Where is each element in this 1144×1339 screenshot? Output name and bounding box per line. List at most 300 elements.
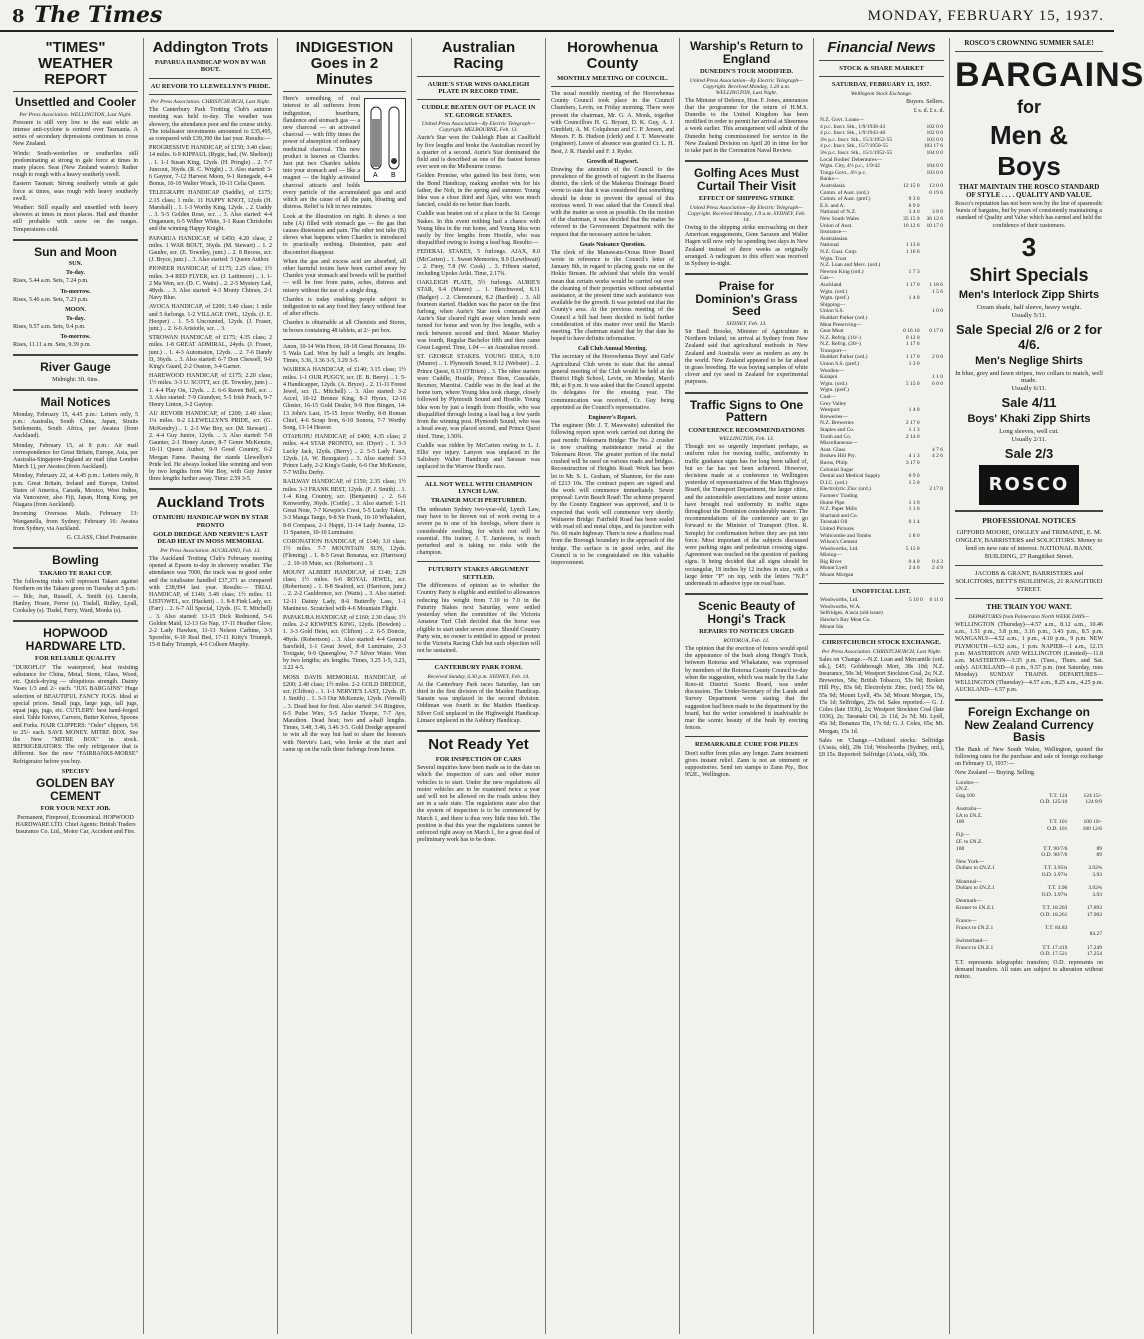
share-cell-name: Woollen— [820, 367, 844, 374]
fx-cell-b: O.D. 125/10 [1040, 799, 1068, 806]
share-cell-b: 10 12 6 [903, 222, 920, 229]
indigestion-body-2: Look at the illustration on right. It shows a test tube (A) filled with stomach gas — the gas that causes distension and pain. The other test tube (B) shows what happens when Chardex is introduced to practically nothing. Distention, pain and discomfort disappear. [283, 213, 406, 256]
share-cell-name: Mount Lyell [820, 565, 848, 572]
warship-sub: DUNEDIN'S TOUR MODIFIED. [699, 68, 794, 76]
share-cell-name: National [820, 242, 839, 249]
share-row [819, 447, 944, 454]
share-cell-s: 1 18 6 [929, 281, 943, 288]
bowling-sub: TAKARO TE RAKI CUP. [39, 569, 112, 577]
share-cell-b [900, 401, 920, 408]
fx-cell-s: 84.27 [1089, 931, 1102, 938]
fx-cell-b: T.T. 18.203 [1042, 904, 1068, 911]
indigestion-body-3: When the gas and excess acid are absorbed, all other harmful toxins have been carried away by Chardex your stomach and bowels will be purified — will be free from pains, aches, distress and misery without the use of a single drug. [283, 258, 406, 294]
share-cell-b: 4 1 3 [908, 453, 920, 460]
fx-header-1: New Zealand [955, 770, 988, 777]
share-row [819, 453, 944, 460]
fx-cell-s: 124 8/9 [1085, 799, 1102, 806]
piles-sub: REMARKABLE CURE FOR PILES [694, 741, 799, 749]
share-cell-name: N.Z. Paper Mills [820, 506, 857, 513]
fx-cell-s [1068, 898, 1103, 905]
hongi-track-sub: REPAIRS TO NOTICES URGED [699, 628, 794, 636]
futurity-sub: FUTURITY STAKES ARGUMENT SETTLED. [428, 566, 529, 581]
share-cell-name: Tonga Govt., 4½ p.c. [820, 169, 867, 176]
column-7 [814, 38, 950, 1334]
share-row [819, 519, 944, 526]
share-cell-s [921, 295, 944, 302]
share-cell-name: D.I.C. (ord.) [820, 479, 848, 486]
rosco-logo: ROSCO [979, 465, 1079, 505]
share-cell-s [921, 387, 944, 394]
share-cell-name: Local Bodies' Debentures— [820, 156, 883, 163]
weather-headline: Unsettled and Cooler [15, 95, 136, 110]
share-cell-b [900, 572, 920, 579]
weather-body-3: Eastern Tasman: Strong southerly winds at gale force at times, seas rough with heavy southerly swell. [13, 181, 138, 202]
share-cell-b: 5 15 0 [905, 380, 920, 387]
australian-racing-title: Australian Racing [441, 39, 516, 72]
share-cell-s: 4 7 6 [932, 446, 943, 453]
racing-body-6: ST. GEORGE STAKES. YOUNG IDEA, 9.10 (Munro) .. 1. Plymouth Sound, 9.12 (Webster) .. 2. Prince Quest, 8.13 (O'Brien) .. 3. The other starters were Cuddle, Hostile, Prince Bion, Cascadale, Rexmor, Marotist. Cuddle was in the lead at the home turn, where Young Idea took charge, closely followed by Plymouth Sound and Hostile. Young Idea won by just a length from Hostile, who was disqualified through losing a lead bag a few yards from the winning post. Plymouth Sound, who was a head away, was placed second, and Prince Quest third. Time, 1.50¾. [417, 354, 540, 440]
fx-cell-s: 3.93 [1092, 872, 1102, 878]
share-cell-b: 1 1 0 [908, 499, 920, 506]
share-row [819, 460, 944, 467]
cement-title: GOLDEN BAY CEMENT [36, 776, 115, 803]
rosco-that: THAT MAINTAIN THE ROSCO STANDARD OF STYLE . . . . QUALITY AND VALUE. [958, 183, 1100, 199]
share-cell-name: Banks— [820, 176, 840, 183]
share-row [819, 506, 944, 513]
share-row [819, 539, 944, 546]
stock-share-sub: STOCK & SHARE MARKET [839, 64, 924, 72]
racing-body-3: Cuddle was beaten out of a place in the St. George Stakes. In this event nothing had a chance with Young Idea in the run home, and Young Idea won easily by five lengths from Hostile, who was disqualified owing to losing a lead bag. Results:— [417, 211, 540, 247]
issue-date: MONDAY, FEBRUARY 15, 1937. [867, 8, 1104, 24]
share-cell-s [921, 361, 944, 368]
fx-cell-name: 100 [956, 845, 965, 852]
share-cell-s [921, 256, 944, 263]
share-row [819, 341, 944, 348]
share-row [819, 328, 944, 335]
share-row [819, 414, 944, 421]
share-cell-name: Grey Valley [820, 400, 847, 407]
share-cell-name: Insurance— [820, 229, 847, 236]
share-cell-b: 5 15 0 [905, 545, 920, 552]
share-cell-name: Electrolytic Zinc (ord.) [820, 486, 871, 493]
fx-row [955, 865, 1103, 872]
horowhenua-body-2: Drawing the attention of the Council to the prevalence of the growth of ragwort in the Ihaeroa district, the clerk of the Makerua Drainage Board wrote to state that it was considered that something should be done to prevent the spread of this noxious weed. It was asked that the Council deal with the matter as soon as possible. On the motion of the chairman, it was decided that the matter be referred to the Government Department with the request that the necessary action be taken. [551, 166, 674, 238]
share-row [819, 387, 944, 394]
share-row [819, 493, 944, 500]
share-row [819, 315, 944, 322]
share-cell-s [921, 519, 944, 526]
racing-body-1: Aurie's Star won the Oakleigh Plate at Caulfield by five lengths and broke the Australian record by a quarter of a second. Aurie's Star dominated the field and is described as one of the fastest horses ever seen on the Melbourne course. [417, 135, 540, 171]
share-cell-name: United Pictures [820, 525, 855, 532]
fx-cell-name: Montreal— [956, 878, 982, 885]
share-cell-b: 1 5 0 [908, 479, 920, 486]
share-cell-name: Breweries— [820, 413, 848, 420]
golfing-title: Golfing Aces Must Curtail Their Visit [694, 166, 799, 193]
hongi-track-body: The opinion that the erection of fences would spoil the appearance of the bush along Hongi's Track, between Rotorua and Whakatane, was expressed by members of the Rotorua County Council to-day when the suggestion, which was made by the Lake Roto-iti District Scenic Board, was under discussion. The Under-Secretary of the Lands and Survey Department wrote stating that the suggestion had been made to the department by the board, but the writer considered it inadvisable to mar the scenic beauty of the bush by erecting fences. [685, 645, 808, 732]
fx-cell-name: Australia— [956, 806, 982, 813]
page-number: 8 [12, 6, 25, 27]
share-row [819, 361, 944, 368]
share-cell-name: Hume Pipe [820, 499, 845, 506]
unofficial-cell-s [924, 617, 944, 624]
share-cell-b [900, 289, 920, 296]
share-cell-b [900, 552, 920, 559]
fx-cell-name: Denmark— [956, 898, 982, 905]
sellers-header: Sellers. [926, 98, 944, 105]
share-cell-s [921, 414, 944, 421]
fx-cell-name: Dollars to £N.Z.1 [956, 885, 995, 892]
share-cell-name: Burns, Philp [820, 459, 848, 466]
share-cell-s [921, 546, 944, 553]
share-cell-b: 1 4 0 [908, 295, 920, 302]
hopwood-title: HOPWOOD HARDWARE LTD. [25, 626, 126, 653]
share-cell-b [900, 236, 920, 243]
fx-cell-name: Dollars to £N.Z.1 [956, 865, 995, 872]
indigestion-body-1: Here's something of real interest to all sufferers from indigestion, heartburn, flatulence and stomach gas — a new charcoal — an activated charcoal — with fifty times the power of absorption of ordinary medicinal charcoal. This new product is known as Chardex. Just put two Chardex tablets into your stomach and — like a magnet — the highly activated charcoal attracts and holds every particle of the accumulated gas and acid which are the cause of all the pain, bloating and distress. Relief is felt in two minutes. [283, 96, 406, 211]
weather-body-1: Pressure is still very low to the east while an intense anti-cyclone is centred over Tasmania. A series of secondary depressions continues to cross New Zealand. [13, 119, 138, 148]
fx-cell-b: T.T. 84.83 [1044, 924, 1068, 931]
addington-body-3: TELEGRAPH HANDICAP (Saddle), of £175; 2.15 class; 1 mile. 11 HAPPY KNOT, 12yds (H. Marshall) .. 1. 1-3 Worthy King, 12yds. .. 2. Uaddy .. 3. 5-5 Golden Rose, scr. .. 3. Also started: 4-4 Onganuen, 6-5 Wilber White, 3-1 Ruan Chrisholm and the winning Happy Knight. [149, 190, 272, 233]
share-cell-name: Meat Preserving— [820, 321, 862, 328]
fx-cell-s [1068, 813, 1103, 820]
rosco-s1: Men's Interlock Zipp Shirts [958, 288, 1100, 301]
test-tube-illustration [364, 98, 406, 182]
indigestion-title: INDIGESTION Goes in 2 Minutes [295, 39, 394, 88]
fx-cell-s: 100 10/- [1083, 819, 1102, 826]
fx-headers: New Zealand — Buying. Selling. [955, 770, 1036, 777]
rosco-s3-desc: Long sleeves, well cut. [999, 427, 1059, 435]
share-cell-s [921, 427, 944, 434]
auckland-cont-body-10: CORONATION HANDICAP, of £140; 3.0 class; 1½ miles. 7-7 MOUNTAIN SUN, 12yds. (Fleming) .. 1. 8-5 Great Bonanza, scr. (Harrison) .. 2. 10-10 Mute, scr. (Robertson) .. 3. [283, 539, 406, 567]
mail-notices-title: Mail Notices [40, 395, 111, 410]
fx-row [955, 918, 1103, 925]
share-cell-name: Wgtn. (ord.) [820, 380, 848, 387]
fx-cell-s: 17.254 [1086, 951, 1102, 958]
share-cell-name: Broken Hill Pty. [820, 453, 856, 460]
share-cell-s: 1 1 0 [932, 374, 943, 381]
moon-rises-today: Rises, 9.57 a.m. Sets, 9.4 p.m. [13, 323, 86, 330]
share-cell-b [900, 526, 920, 533]
share-cell-name: Staples and Co. [820, 427, 855, 433]
share-row [819, 368, 944, 375]
share-row [819, 124, 944, 131]
masthead [0, 0, 1114, 32]
not-ready-title: Not Ready Yet [428, 736, 529, 753]
share-cell-s [921, 467, 944, 474]
fx-cell-b: O.D. 18.261 [1040, 911, 1068, 918]
mail-body-1: Monday, February 15, 4.45 p.m.: Letters only, 5 p.m.: Australia, South China, Japan, Straits Settlements, South Africa, per Awatea (from Auckland). [13, 411, 138, 440]
share-row [819, 229, 944, 236]
share-row [819, 308, 944, 315]
financial-news-title: Financial News [827, 39, 936, 56]
share-cell-name: Comm. of Aust. (pref.) [820, 196, 871, 203]
share-cell-b: 6 9 0 [908, 202, 920, 209]
share-cell-s: 1 0 0 [932, 308, 943, 315]
share-cell-name: Comm. of Aust. (ord.) [820, 189, 869, 196]
share-cell-b [900, 157, 920, 164]
share-cell-name: Woolworths, Ltd. [820, 545, 859, 552]
fx-cell-b: O.D. 17.521 [1040, 951, 1068, 958]
fx-row [955, 885, 1103, 892]
christchurch-byline: Per Press Association. CHRISTCHURCH, Last Night. [821, 648, 942, 655]
share-cell-s [921, 341, 944, 348]
share-cell-b [900, 374, 920, 381]
share-cell-s: 0 4 3 [932, 558, 943, 565]
fx-cell-name [955, 912, 1021, 919]
addington-body-5: PIONEER HANDICAP, of £175; 2.25 class; 1½ miles. 3-4 RED FLYER, scr. (J. Lattimore) .. 1. 1-2 Ma Wen, scr. (D. C. Watts) .. 2. 2-5 Mystery Lad, 48yds. .. 3. Also started: 4-3 Monty Chimes, 2-1 Navy Blue. [149, 266, 272, 302]
fx-cell-b: O.D. 3.97¾ [1041, 891, 1068, 898]
share-cell-b [900, 170, 920, 177]
rosco-s1-usual: Usually 5/11. [1011, 311, 1047, 319]
fx-row [955, 852, 1103, 859]
specify: SPECIFY [61, 767, 90, 775]
share-cell-s: 6 0 0 [932, 380, 943, 387]
share-row [819, 269, 944, 276]
fx-cell-name: Francs to £N.Z.1 [956, 944, 994, 951]
racing-sub-2: CUDDLE BEATEN OUT OF PLACE IN ST. GEORGE STAKES. [421, 104, 536, 119]
share-cell-name: Wilson's Cement [820, 539, 858, 546]
share-cell-b: 1 8 0 [908, 532, 920, 539]
racing-body-9: The differences of opinion as to whether the Country Party is eligible and entitled to allowances reducing his weight from 7.10 to 7.0 in the Futurity Stakes next Saturday, were settled yesterday when the committee of the Victoria Amateur Turf Club decided that the horse was eligible to start under seven stone. Should Country Party win, no owner is entitled to appeal or protest to the Victoria Racing Club but such objection will not be sustained. [417, 583, 540, 655]
share-cell-name: Union of Aust. [820, 222, 853, 229]
auckland-cont-body-11: MOUNT ALBERT HANDICAP, of £140; 2.29 class; 1½ miles. 6-6 ROYAL JEWEL, scr. (Robertson) .. 1. 8-8 Seaford, scr. (Harrison, junr.) .. 2. 2-2 Cauldronce, scr. (Watts) .. 3. Also started: 12-11 Dainty Lady, 8-6 Butterfly Lass, 1-1 Maninexo. Scratched with 4-6 Mountain Flight. [283, 569, 406, 612]
share-cell-name: Union S.S. (pref.) [820, 361, 860, 368]
share-cell-name: 4 p.c. Inscr. Stk., 15/7/1950-55 [820, 143, 888, 150]
weather-title: "TIMES" WEATHER REPORT [38, 39, 113, 88]
fx-cell-name [955, 826, 1021, 833]
share-row [819, 427, 944, 434]
fx-cell-name: £N.Z. [956, 786, 969, 793]
unofficial-cell-b [903, 617, 924, 624]
share-row [819, 176, 944, 183]
fx-cell-name [955, 799, 1021, 806]
share-cell-b: 0 9 0 [908, 473, 920, 480]
golfing-byline: United Press Association—By Electric Telegraph—Copyright. Received Monday, 1.9 a.m. SYDNEY, Feb. 14. [687, 204, 806, 223]
racing-body-5: OAKLEIGH PLATE, 5½ furlongs. AURIE'S STAR, 9.4 (Munro) .. 1. Beechwood, 8.11 (Badger) .. 2. Cleremount, 8.2 (Bartlett) .. 3. All fourteen started. Hadden was the pacer on the first furlong, when Aurie's Star took command and Aurie's Star cleared right away when bends were turned for home and won by five lengths, with a neck between second and third. Master Marley was fourth, Regular Bachelor fifth and then came Great Legend. Time, 1.04 — an Australian record. [417, 280, 540, 352]
grass-seed-body: Sir Basil Brooke, Minister of Agriculture in Northern Ireland, on arrival at Sydney from New Zealand said that agricultural methods in New Zealand and Australia were as modern as any in the world. New Zealand appeared to be far ahead in grass breeding. He was buying samples of white clover and rye seed in Zealand for experimental purposes. [685, 328, 808, 386]
share-cell-name: Coal— [820, 394, 836, 401]
share-row [819, 262, 944, 269]
addington-byline: Per Press Association. CHRISTCHURCH, Last Night. [150, 99, 271, 106]
rosco-body: Rosco's reputation has not been won by the line of spasmodic bursts of bargains, but by years of consistently maintaining a standard of Quality and Value which has earned and held the confidence of their customers. [955, 201, 1103, 229]
mail-body-2: Monday, February 15, at 8 p.m.: Air mail correspondence for Great Britain, Europe, Asia, per Australia-Singapore-England air mail (due London March 1), per Awatea (from Auckland). [13, 442, 138, 471]
fx-row [955, 879, 1103, 886]
share-cell-b: 12 15 0 [903, 183, 920, 190]
christchurch-body-2: Sales on 'Change.—Unlisted stocks: Selfridge (A'asia, old), 29s 11d; Woolworths (Sydney, ord.), £8 15s. Reported: Selfridge (A'asia, old), 30s. [819, 737, 944, 759]
column-6 [680, 38, 814, 1334]
lynch-law-sub-2: TRAINER MUCH PERTURBED. [430, 497, 527, 505]
auckland-cont-body-12: PAPAKURA HANDICAP, of £160; 2.30 class; 1½ miles. 2-2 KEWPIE'S KING, 12yds. (Bowden) .. 1. 3-3 Gold Heist, scr. (Clifton) .. 2. 6-5 Doncie, 48yds. (Robertson) .. 3. Also started: 4-4 General Sarsfield, 1-1 Great Jewel, 8-8 Luminaire, 2-3 Toxigate, 9-9 Queenglow, 7-7 Silver Water. Won by two lengths; six lengths. Times, 3.25 1-5, 3.23, 3.22 4-5. [283, 615, 406, 672]
unofficial-cell-name: Woolworths, W.A. [820, 603, 861, 610]
share-cell-s: 3 8 0 [932, 209, 943, 216]
share-cell-s [921, 434, 944, 441]
rosco-for: for [1017, 97, 1041, 117]
share-cell-name: New South Wales [820, 216, 860, 222]
traffic-signs-body: Though not so urgently important perhaps, as uniform rules for moving traffic, uniformity in traffic guidance signs has for long been talked of, but so far has not been achieved. However, decisions made at a conference in Wellington yesterday of representatives of the Main Highways Board, the Transport Department, the larger cities, and the automobile associations and motor unions have brought real uniformity in traffic signs throughout the Dominion considerably nearer. The recommendations of the conference are to go forward to the Minister of Transport (Hon. R. Semple) for confirmation before they are put into force. Most important of the subjects discussed were parking signs and pedestrian crossing signs. Agreement was reached on the question of parking signs. It being decided that all signs should be rectangular, 18 inches by 12 inches in size, with a large letter "P" on top, with the letters "N.P." underneath in adhesive type on road base. [685, 444, 808, 588]
lynch-law-sub: ALL NOT WELL WITH CHAMPION LYNCH LAW. [424, 480, 533, 495]
unofficial-cell-s [924, 604, 944, 611]
share-cell-name: Taranaki Oil [820, 519, 848, 526]
indigestion-body-5: Chardex is obtainable at all Chemists and Stores, in boxes containing 48 tablets, at 2/- per box. [283, 320, 406, 334]
fx-cell-name: £F. to £N.Z. [956, 839, 983, 846]
christchurch-body: Sales on 'Change.—N.Z. Loan and Mercantile (ord. stk.), £45; Goldsbrough Mort, 38s 10d; N.Z. Insurance, 50s 3d; Westport Stockton Coal, 2s; N.Z. Breweries, 58s; British Tobacco, 53s 9d; Broken Hill Pty., 83s 6d; Electrolytic Zinc, (ord.) 55s 6d, 55s 9d; Mount Lyell, 45s 3d; Mount Morgan, 15s, 15s 1d; Selfridges, 25s 6d. Sales reported.— G. J. Coles (late 1936), 2s; Westport Stockton Coal (late 1936), 2s; Taranaki Oil, 2s 11d, 2s 7d; Mt. Lyell, 45s 3d; Bonanza Tin, 17s 6d; G. J. Coles, 65s; Mt. Morgan, 15s 1d. [819, 656, 944, 735]
share-cell-name: National of N.Z. [820, 209, 857, 216]
fx-cell-name [955, 892, 1021, 899]
share-row [819, 500, 944, 507]
fx-cell-s [1068, 832, 1103, 839]
share-cell-name: 3¾ p.c. Inscr. Stk., 15/1/1952-55 [820, 150, 893, 157]
fx-cell-b [1021, 786, 1068, 793]
addington-body-6: AVOCA HANDICAP, of £200; 3.40 class; 1 mile and 5 furlongs. 1-2 VILLAGE OWL, 12yds. (J. E. Hooper) .. 1. 5-5 Uncounted, 12yds. (J. Fraser, junr.) .. 2. 6-6 Aristotle, scr. .. 3. [149, 304, 272, 333]
sun-rises-today: Rises, 5.44 a.m. Sets, 7.24 p.m. [13, 278, 89, 285]
racing-sub: AURIE'S STAR WINS OAKLEIGH PLATE IN RECORD TIME. [427, 80, 530, 95]
share-cell-name: Wgtn. City, 4½ p.c., 1/9/42 [820, 163, 880, 170]
share-cell-b: 0 12 0 [905, 334, 920, 341]
unofficial-title: UNOFFICIAL LIST. [852, 587, 911, 595]
warship-byline: United Press Association—By Electric Telegraph—Copyright. Received Monday, 1.20 a.m. WELLINGTON, Last Night. [689, 77, 804, 96]
share-cell-s [921, 533, 944, 540]
share-row [819, 183, 944, 190]
share-cell-name: Westport [820, 407, 840, 414]
share-cell-b [900, 190, 920, 197]
share-cell-name: Whitcombe and Tombs [820, 532, 872, 539]
share-cell-name: Aust. Glass [820, 446, 846, 453]
share-cell-s [921, 196, 944, 203]
share-cell-s: 0 17 0 [929, 328, 943, 335]
share-cell-b [900, 275, 920, 282]
units-header: £ s. d. £ s. d. [913, 107, 944, 114]
share-cell-name: 3¾ p.c. Inscr. Stk., 15/3/1952-55 [820, 136, 893, 143]
share-cell-s [921, 229, 944, 236]
share-cell-s [921, 539, 944, 546]
fx-cell-name: France— [956, 918, 977, 925]
share-cell-b: 1 4 0 [908, 407, 920, 414]
share-cell-b [900, 124, 920, 131]
rosco-s2-usual: Usually 6/11. [1011, 384, 1047, 392]
fx-row [955, 813, 1103, 820]
share-cell-name: Mining— [820, 552, 842, 559]
share-cell-s: 102 0 0 [926, 123, 943, 130]
share-row [819, 533, 944, 540]
share-cell-b [900, 143, 920, 150]
weather-body-2: Winds: South-westerlies or southerlies still predominating at strong to gale force at times in many places. Seas (New Zealand waters): Rather rough to rough with a heavy southerly swell. [13, 150, 138, 179]
fx-cell-b [1021, 806, 1068, 813]
fx-cell-b: T.T. 90/7/6 [1043, 845, 1068, 852]
share-row [819, 302, 944, 309]
share-cell-name: N.Z. Loan and Merc. (ord.) [820, 262, 881, 269]
rosco-s2-desc: In blue, grey and fawn stripes, two collars to match, well made. [955, 369, 1103, 384]
unofficial-table [819, 597, 944, 630]
fx-cell-s: 3.92¾ [1088, 885, 1102, 892]
share-cell-s [921, 526, 944, 533]
share-row [819, 407, 944, 414]
goats-heading: Goats Nuisance Question. [579, 241, 646, 248]
share-cell-b [900, 117, 920, 124]
bowling-title: Bowling [52, 553, 99, 568]
share-cell-b: 3 17 0 [905, 459, 920, 466]
prof-notice-2: JACOBS & GRANT, BARRISTERS and SOLICITORS, BETT'S BUILDINGS, 21 RANGITIKEI STREET. [955, 570, 1103, 594]
unofficial-cell-b [903, 604, 924, 611]
share-row [819, 137, 944, 144]
unofficial-cell-s: 6 11 0 [929, 597, 943, 604]
fx-cell-name: 100 [956, 819, 965, 826]
share-cell-b [900, 447, 920, 454]
share-cell-s [921, 480, 944, 487]
share-row [819, 546, 944, 553]
fx-cell-name [955, 872, 1021, 879]
auckland-cont-body-6: Anon, 10-14 Win Hoon, 18-18 Great Bonanza, 10-5 Wala Lad. Won by half a length; six lengths. Times, 3.36, 3.36 3-5, 3.29 3-5. [283, 343, 406, 365]
share-cell-name: Gear Meat [820, 328, 844, 335]
fx-cell-b: T.T. 101 [1049, 819, 1068, 826]
rosco-s3-usual: Usually 2/11. [1011, 435, 1047, 443]
mail-body-3: Monday, February 22, at 4.45 p.m.: Letters only, 8 p.m. Great Britain, Ireland and Europe, United States of America, Canada, Mexico, West Indies, via Vancouver, also Fiji, Japan, Hong Kong, per Niagara (from Auckland). [13, 473, 138, 509]
share-cell-s [921, 236, 944, 243]
cement-sub: FOR YOUR NEXT JOB. [40, 805, 111, 813]
share-row [819, 401, 944, 408]
fx-cell-s: 89 [1096, 845, 1102, 852]
share-cell-s [921, 506, 944, 513]
moon-today: To-day. [66, 315, 85, 322]
auckland-cont-body-13: MOSS DAVIS MEMORIAL HANDICAP, of £200; 2.48 class; 1½ miles. 2-2 GOLD DREDGE, scr. (Clifton) .. 1. 1-1 NERVIE'S LAST, 12yds. (F. J. Smith) .. 1. 3-3 Our McKenzie, 12yds. (Vernell) .. 3. Dead heat for first. Also started: 3-6 Ringtree, 6-5 Pulse Wire, 5-5 Jackie Thorpe, 7-7 Ayo, Marathon. Dead heat; two and a-half lengths. Times, 3.48, 3.46, 3.46 3-5. Gold Dredge appeared to win all the way but had to share the honours with Nervie's Last, who broke at the start and came up on the rails three furlongs from home. [283, 674, 406, 753]
share-row [819, 249, 944, 256]
addington-lead-sub: AU REVOIR TO LLEWELLYN'S PRIDE. [150, 82, 271, 90]
share-cell-name: Gas— [820, 275, 835, 282]
auckland-cont-body-8: OTAHUHU HANDICAP, of £400; 4.35 class; 2 miles. 4-4 STAR PRONTO, scr. (Dyer) .. 1. 3-3 Lucky Jack, 12yds. (Berry) .. 2. 5-5 Lady Faun, 12yds. (A. W. Bourgaize) .. 3. Also started: 3-3 Prince Lady, 2-2 King's Guide, 6-6 Our McKenzie, 7-7 Willis Derby. [283, 434, 406, 477]
fx-cell-name: £A to £N.Z. [956, 812, 983, 819]
racing-byline: United Press Association—By Electric Telegraph—Copyright. MELBOURNE, Feb. 13. [421, 121, 536, 134]
addington-body-9: AU REVOIR HANDICAP, of £200; 2.40 class; 1¼ miles. 8-2 LLEWELLYN'S PRIDE, scr. (G. McKendry) .. 1. 2-3 War Boy, scr. (M. Stewart) .. 2. 4-4 Guy Junior, 12yds. .. 3. Also started: 7-8 Gaunter, 2-1 Honey Azure, 8-7 Genre McKenzie, 10-11 Queen Author, 9-9 Good Country, 6-2 Morgan Fame. Passing the stands Llewellyn's Pride led. He always looked like winning and won by two lengths from War Boy, with Guy Junior three lengths further away. Time: 2.59 3-5. [149, 411, 272, 483]
share-cell-s [921, 157, 944, 164]
auckland-cont-body-9: RAILWAY HANDICAP, of £150; 2.35 class; 1½ miles. 3-3 FRANK BEST, 12yds. (F. J. Smith) .. 1. 1-4 King Country, scr. (Benjamin) .. 2. 6-6 Kenworthy, 36yds. (Cottle) .. 3. Also started: 1-11 Great Note, 7-7 Kewpie's Crest, 5-5 Lucky Token, 3-3 Manga Tango, 9-8 Sir Frank, 10-10 Whakahiri, 8-8 Compass, 2-1 Happi, 11-14 Lady Joanna, 12-11 Spamen, 10-10 Luminaire. [283, 479, 406, 536]
share-cell-b: 1 3 0 [908, 361, 920, 368]
share-cell-name: Huddart Parker (ord.) [820, 354, 868, 361]
share-row [819, 552, 944, 559]
racing-body-7: Cuddle was ridden by McCarten owing to L. J. Ellis' eye injury. Lanyon was unplaced in the Salisbury Walter Handicap and Sarasan was unplaced in the Warrow Hurdle race. [417, 442, 540, 471]
share-cell-b: 1 16 0 [905, 248, 920, 255]
share-row [819, 486, 944, 493]
fx-cell-s: 3.93 [1092, 891, 1102, 898]
share-cell-b [900, 513, 920, 520]
engineer-heading: Engineer's Report. [588, 415, 637, 422]
fx-row [955, 786, 1103, 793]
fx-cell-name [955, 931, 1021, 938]
share-cell-s [921, 460, 944, 467]
share-cell-s [921, 117, 944, 124]
share-cell-name: Wgtn. Trust [820, 255, 847, 262]
horowhenua-title: Horowhenua County [567, 39, 658, 72]
moon-label: MOON. [65, 306, 86, 313]
train-title: THE TRAIN YOU WANT. [986, 602, 1072, 612]
ragwort-heading: Growth of Ragwort. [586, 158, 639, 165]
column-2 [144, 38, 278, 1334]
share-cell-s [921, 335, 944, 342]
stock-date: SATURDAY, FEBRUARY 13, 1937. [831, 81, 932, 89]
share-cell-name: Big River [820, 558, 842, 565]
fx-cell-name: Kroner to £N.Z.1 [956, 904, 995, 911]
fx-row [955, 931, 1103, 938]
share-cell-s [921, 176, 944, 183]
share-cell-name: Tooth and Co. [820, 433, 852, 440]
share-cell-s: 13 0 0 [929, 183, 943, 190]
rosco-s3: Boys' Khaki Zipp Shirts [967, 412, 1091, 425]
share-row [819, 434, 944, 441]
share-row [819, 526, 944, 533]
moon-tomorrow: To-morrow. [60, 334, 91, 341]
share-cell-s [921, 401, 944, 408]
share-cell-b [900, 493, 920, 500]
share-cell-b: 2 4 0 [908, 565, 920, 572]
addington-body-2: PROGRESSIVE HANDICAP, of £150; 3.40 class; 14 miles. 6-9 KIPPAUL (Rygie, bad, (W. Shelton)) .. 1. 1-1 Susan King, 12yds. (H. Pringle) .. 2. 7-7 Juncout, 36yds. (R. C. Wright) .. 3. Also started: 3-6 Gaynor, 7-12 Harvest Moon, 9-1 Renegade, 4-4 Bonus, 10-10 Walter Wrack, 10-11 Celia Queen. [149, 145, 272, 188]
